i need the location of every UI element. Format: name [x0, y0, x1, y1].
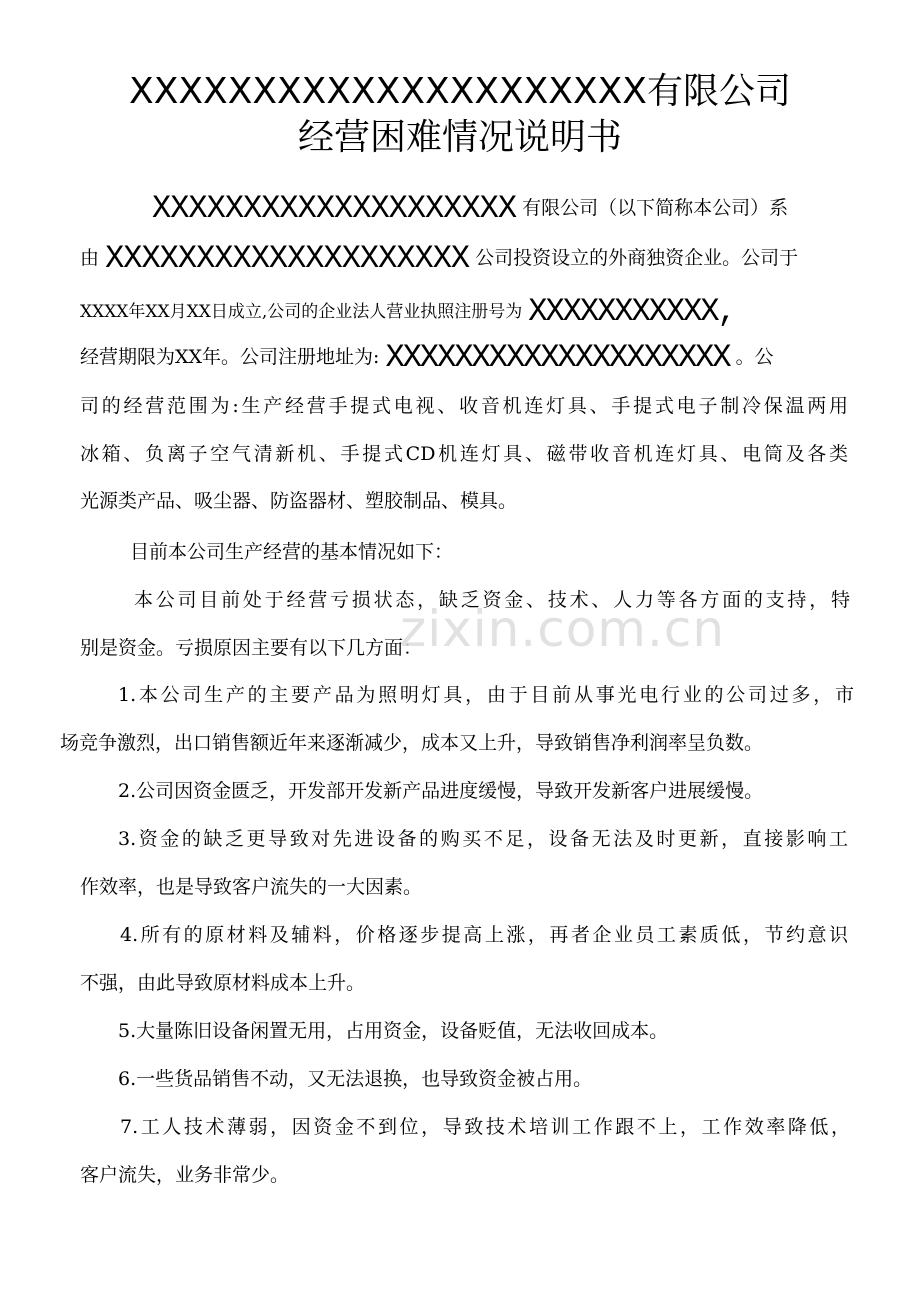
intro-line-1-text: 有限公司（以下简称本公司）系: [522, 197, 789, 219]
intro-line-5: 司的经营范围为:生产经营手提式电视、收音机连灯具、手提式电子制冷保温两用: [80, 395, 848, 417]
reason-6: 6.一些货品销售不动，又无法退换，也导致资金被占用。: [118, 1068, 593, 1090]
reason-4-line-2: 不强，由此导致原材料成本上升。: [80, 972, 366, 994]
reason-4-line-1: 4.所有的原材料及辅料，价格逐步提高上涨，再者企业员工素质低，节约意识: [120, 924, 848, 946]
reason-1-line-2: 场竞争激烈，出口销售额近年来逐渐减少，成本又上升，导致销售净利润率呈负数。: [60, 732, 764, 754]
intro-line-2-text: 公司投资设立的外商独资企业。公司于: [475, 247, 799, 269]
company-name-placeholder: XXXXXXXXXXXXXXXXXXXX: [152, 190, 517, 227]
intro-line-4-text: 经营期限为XX年。公司注册地址为:: [80, 346, 380, 368]
document-title-company: XXXXXXXXXXXXXXXXXXXXX有限公司: [129, 71, 791, 112]
watermark: zixin.com.cn: [400, 600, 726, 658]
intro-line-2: [80, 240, 799, 277]
loss-line-2: 别是资金。亏损原因主要有以下几方面：: [80, 637, 423, 659]
address-placeholder: XXXXXXXXXXXXXXXXXXXX: [385, 339, 730, 376]
intro-line-3: [80, 293, 735, 330]
reason-1-line-1: 1.本公司生产的主要产品为照明灯具，由于目前从事光电行业的公司过多，市: [118, 684, 854, 706]
loss-line-1: 本公司目前处于经营亏损状态，缺乏资金、技术、人力等各方面的支持，特: [134, 589, 850, 611]
intro-line-3-text: XXXX年XX月XX日成立,公司的企业法人营业执照注册号为: [80, 302, 523, 322]
reason-3-line-1: 3.资金的缺乏更导致对先进设备的购买不足，设备无法及时更新，直接影响工: [118, 828, 848, 850]
investor-name-placeholder: XXXXXXXXXXXXXXXXXXXX: [105, 240, 470, 277]
reason-7-line-1: 7.工人技术薄弱，因资金不到位，导致技术培训工作跟不上，工作效率降低，: [120, 1116, 850, 1138]
reason-7-line-2: 客户流失，业务非常少。: [80, 1164, 290, 1186]
document-title: 经营困难情况说明书: [297, 117, 622, 158]
reason-2: 2.公司因资金匮乏，开发部开发新产品进度缓慢，导致开发新客户进展缓慢。: [118, 780, 764, 802]
situation-heading: 目前本公司生产经营的基本情况如下：: [130, 541, 454, 563]
intro-line-4-end: 。公: [735, 346, 774, 368]
reason-5: 5.大量陈旧设备闲置无用，占用资金，设备贬值，无法收回成本。: [118, 1020, 669, 1042]
intro-line-7: 光源类产品、吸尘器、防盗器材、塑胶制品、模具。: [80, 490, 518, 512]
registration-number-placeholder: XXXXXXXXXXX,: [528, 293, 735, 330]
intro-line-4: [80, 339, 774, 376]
intro-line-2-prefix: 由: [80, 247, 100, 269]
intro-line-6: 冰箱、负离子空气清新机、手提式CD机连灯具、磁带收音机连灯具、电筒及各类: [80, 443, 848, 465]
reason-3-line-2: 作效率，也是导致客户流失的一大因素。: [80, 876, 423, 898]
intro-line-1: [152, 190, 789, 227]
